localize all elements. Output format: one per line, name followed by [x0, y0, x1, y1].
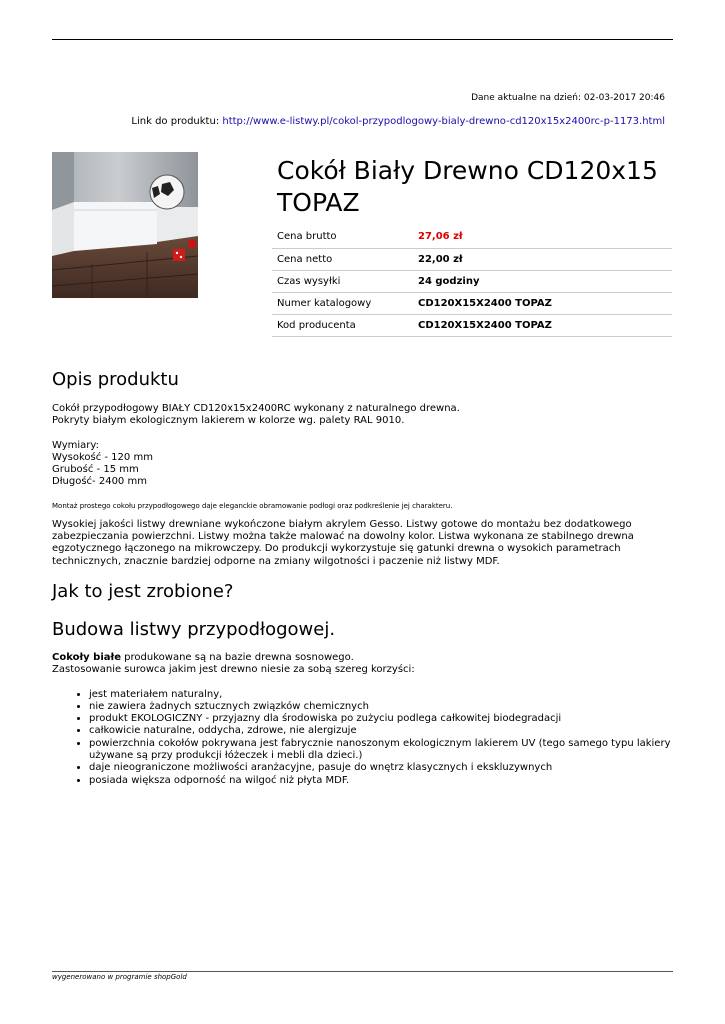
description-intro-2: Pokryty białym ekologicznym lakierem w kolorze wg. palety RAL 9010. [52, 415, 405, 427]
spec-row [272, 292, 672, 314]
spec-label: Kod producenta [272, 314, 418, 336]
list-item: • jest materiałem naturalny, [89, 689, 672, 701]
mounting-note: Montaż prostego cokołu przypodłogowego daje eleganckie obramowanie podłogi oraz podkreślenie jej charakteru. [52, 501, 453, 510]
product-specs-table [272, 226, 672, 337]
spec-label: Czas wysyłki [272, 270, 418, 292]
dimension-height: Wysokość - 120 mm [52, 451, 153, 463]
spec-value-price-gross: 27,06 zł [418, 226, 672, 248]
product-link-line [131, 116, 665, 127]
list-item: • produkt EKOLOGICZNY - przyjazny dla środowiska po zużyciu podlega całkowitej biodegradacji [89, 713, 672, 725]
product-link-label: Link do produktu: [131, 116, 220, 127]
spec-value-producer-code: CD120X15X2400 TOPAZ [418, 314, 672, 336]
spec-row [272, 314, 672, 336]
spec-label: Numer katalogowy [272, 292, 418, 314]
construction-heading: Budowa listwy przypodłogowej. [52, 618, 336, 640]
product-title: Cokół Biały Drewno CD120x15 TOPAZ [277, 156, 658, 217]
list-item: • daje nieograniczone możliwości aranżacyjne, pasuje do wnętrz klasycznych i ekskluzywnych [89, 762, 672, 774]
description-intro-1: Cokół przypodłogowy BIAŁY CD120x15x2400RC wykonany z naturalnego drewna. [52, 403, 460, 414]
material-bold-lead: Cokoły białe [52, 651, 121, 663]
dimension-thickness: Grubość - 15 mm [52, 464, 139, 476]
description-heading: Opis produktu [52, 369, 179, 390]
spec-row [272, 270, 672, 292]
list-item: • całkowicie naturalne, oddycha, zdrowe, nie alergizuje [89, 725, 672, 737]
spec-row [272, 248, 672, 270]
dimensions-label: Wymiary: [52, 439, 99, 451]
spec-label: Cena netto [272, 248, 418, 270]
bottom-divider [52, 971, 673, 972]
list-item: • posiada większa odporność na wilgoć niż płyta MDF. [89, 775, 672, 787]
spec-label: Cena brutto [272, 226, 418, 248]
top-divider [52, 39, 673, 40]
material-lead-rest: produkowane są na bazie drewna sosnowego. [121, 651, 354, 663]
spec-value-shipping: 24 godziny [418, 270, 672, 292]
product-photo-image [52, 152, 198, 298]
benefits-intro: Zastosowanie surowca jakim jest drewno niesie za sobą szereg korzyści: [52, 664, 415, 676]
quality-paragraph: Wysokiej jakości listwy drewniane wykończone białym akrylem Gesso. Listwy gotowe do montażu bez dodatkowego zabezpieczania powierzchni. Listwy można także malować na dowolny kolor. Listwa wykonana ze stabilnego drewna egzotycznego łączonego na mikrowczepy. Do produkcji wykorzystuje się gatunki drewna o wysokich parametrach technicznych, znacznie bardziej odporne na zmiany wilgotności i paczenie niż listwy MDF. [52, 518, 634, 567]
how-heading: Jak to jest zrobione? [52, 580, 234, 602]
generator-credit: wygenerowano w programie shopGold [52, 973, 187, 981]
product-description [52, 368, 672, 787]
product-link[interactable]: http://www.e-listwy.pl/cokol-przypodlogowy-bialy-drewno-cd120x15x2400rc-p-1173.html [222, 116, 665, 127]
product-photo [52, 152, 198, 298]
list-item: • powierzchnia cokołów pokrywana jest fabrycznie nanoszonym ekologicznym lakierem UV (tego samego typu lakiery używane są przy produkcji łóżeczek i mebli dla dzieci.) [89, 738, 672, 763]
spec-value-catalog-number: CD120X15X2400 TOPAZ [418, 292, 672, 314]
spec-row [272, 226, 672, 248]
spec-value-price-net: 22,00 zł [418, 248, 672, 270]
list-item: • nie zawiera żadnych sztucznych związków chemicznych [89, 701, 672, 713]
dimension-length: Długość- 2400 mm [52, 476, 147, 488]
data-date: Dane aktualne na dzień: 02-03-2017 20:46 [471, 93, 665, 103]
material-paragraph [52, 652, 672, 664]
benefits-list [89, 689, 672, 787]
